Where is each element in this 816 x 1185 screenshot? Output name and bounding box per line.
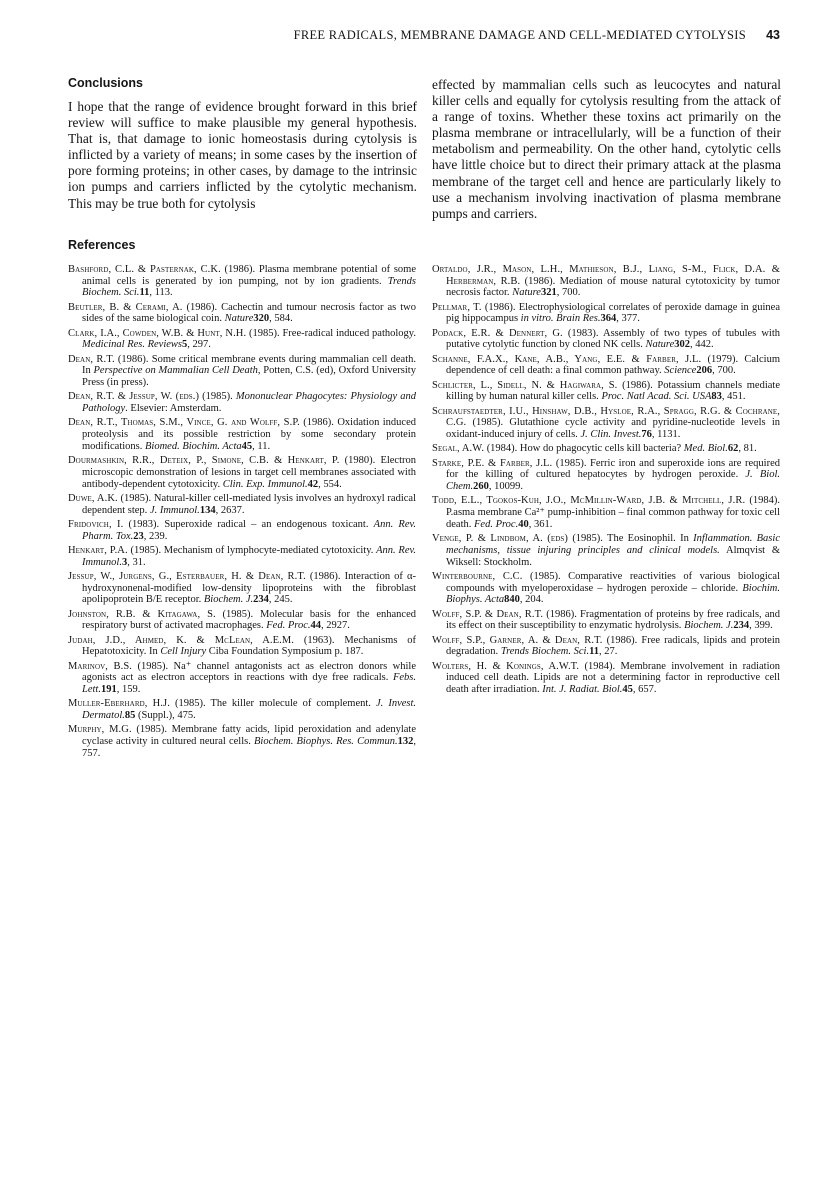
reference-item [68, 354, 416, 389]
references-heading: References [68, 238, 136, 252]
reference-volume: 3 [121, 556, 128, 568]
reference-pages: , 700. [712, 365, 736, 377]
reference-pages: , 757. [82, 735, 416, 759]
reference-journal: Med. Biol. [683, 443, 728, 455]
reference-journal: J. Biol. Chem. [446, 469, 780, 493]
reference-authors: Dourmashkin, R.R., Deteix, P., Simone, C.B. & Henkart, P. [68, 455, 340, 467]
reference-authors: Todd, E.L., Tgokos-Kuh, J.O., McMillin-Ward, J.B. & Mitchell, J.R. [432, 495, 746, 507]
reference-authors: Bashford, C.L. & Pasternak, C.K. [68, 264, 221, 275]
reference-text: (1979). Calcium dependence of cell death: a final common pathway. [446, 353, 780, 377]
reference-text: (1985). Mechanism of lymphocyte-mediated cytotoxicity. [127, 544, 377, 556]
reference-pages: , 657. [632, 683, 657, 695]
reference-volume: 206 [696, 365, 713, 377]
reference-authors: Segal, A.W. [432, 443, 485, 455]
reference-item [432, 609, 780, 632]
reference-journal: Perspective on Mammalian Cell Death [93, 365, 258, 377]
reference-journal: Biochem. Biophys. Res. Commun. [254, 735, 398, 747]
reference-journal: Biochem. J. [684, 620, 734, 632]
reference-authors: Jessup, W., Jurgens, G., Esterbauer, H. & Dean, R.T. [68, 570, 306, 582]
reference-item [68, 493, 416, 516]
reference-pages: , 10099. [488, 481, 523, 493]
reference-text: (1985). Ferric iron and superoxide ions are required for the killing of cultured hepatocytes by hydrogen peroxide. [446, 457, 780, 481]
reference-item [432, 495, 780, 530]
reference-text: (1984). How do phagocytic cells kill bacteria? [484, 443, 684, 455]
reference-text: (1985). Natural-killer cell-mediated lysis involves an hydroxyl radical dependent step. [82, 492, 416, 516]
reference-text: (1983). Assembly of two types of tubules with putative cytolytic function by cloned NK cells. [446, 327, 780, 351]
reference-text: (1963). Mechanisms of Hepatotoxicity. In [82, 634, 416, 658]
reference-authors: Duwe, A.K. [68, 492, 118, 504]
reference-item [68, 417, 416, 452]
reference-volume: 83 [711, 391, 722, 403]
reference-text: (1986). Some critical membrane events during mammalian cell death. In [82, 353, 416, 377]
reference-journal: J. Clin. Invest. [580, 429, 642, 441]
reference-pages: (Suppl.), 475. [135, 709, 196, 721]
reference-authors: Johnston, R.B. & Kitagawa, S. [68, 608, 216, 620]
reference-journal: Nature [645, 339, 675, 351]
reference-text: (1984). P.asma membrane Ca²⁺ pump-inhibition – final common pathway for toxic cell death. [446, 495, 781, 530]
running-header [293, 28, 780, 48]
reference-pages: , 554. [318, 478, 342, 490]
reference-volume: 234 [253, 594, 269, 606]
reference-journal: J. Invest. Dermatol. [82, 698, 417, 721]
reference-journal: Science [664, 365, 697, 377]
references-list-left [68, 264, 416, 762]
reference-text: (1986). Oxidation induced proteolysis and its possible restriction by some secondary protein modifications. [82, 417, 417, 452]
reference-journal: J. Immunol. [149, 504, 200, 516]
reference-pages: , 81. [738, 443, 757, 455]
reference-pages: , 204. [519, 594, 544, 606]
reference-text: (1985). Molecular basis for the enhanced respiratory burst of activated macrophages. [82, 608, 416, 632]
reference-item [432, 354, 780, 377]
reference-text: (1984). Membrane involvement in radiation induced cell death. Lipids are not a determining factor in reproductive cell death after irradiation. [446, 660, 781, 695]
reference-pages: , 2927. [321, 620, 350, 632]
reference-authors: Venge, P. & Lindbom, A. (eds) [432, 533, 569, 545]
reference-volume: 40 [518, 518, 529, 530]
reference-authors: Judah, J.D., Ahmed, K. & McLean, A.E.M. [68, 634, 295, 646]
reference-journal: Int. J. Radiat. Biol. [542, 683, 623, 695]
reference-text: (1986). Plasma membrane potential of some animal cells is generated by ion pumping, not by ion gradients. [82, 264, 416, 287]
reference-item [432, 661, 780, 696]
reference-authors: Pellmar, T. [432, 301, 482, 313]
reference-item [432, 443, 780, 455]
reference-item [68, 391, 416, 414]
reference-journal: Medicinal Res. Reviews [82, 339, 183, 351]
reference-item [68, 328, 416, 351]
reference-volume: 132 [397, 735, 414, 747]
reference-pages: Almqvist & Wiksell: Stockholm. [446, 544, 780, 568]
reference-authors: Schlicter, L., Sidell, N. & Hagiwara, S. [432, 379, 618, 391]
reference-journal: Clin. Exp. Immunol. [222, 478, 308, 490]
reference-pages: , 377. [616, 313, 640, 325]
reference-text: (1985). Comparative reactivities of various biological compounds with myeloperoxidase – hydrogen peroxide – chloride. [446, 570, 781, 594]
reference-volume: 42 [307, 478, 319, 490]
reference-volume: 5 [182, 339, 188, 351]
reference-journal: Fed. Proc. [266, 620, 311, 632]
reference-text: (1986). Fragmentation of proteins by free radicals, and its effect on their susceptibility to enzymatic hydrolysis. [446, 608, 780, 632]
reference-text: (1985). The Eosinophil. In [568, 533, 694, 545]
reference-item [432, 264, 780, 299]
reference-journal: Mononuclear Phagocytes: Physiology and Pathology [82, 391, 416, 415]
reference-volume: 191 [100, 683, 117, 695]
reference-authors: Wolters, H. & Konings, A.W.T. [432, 660, 580, 672]
reference-volume: 134 [199, 504, 216, 516]
reference-pages: , 700. [556, 287, 581, 299]
reference-text: (1986). Free radicals, lipids and protein degradation. [446, 634, 780, 658]
reference-authors: Clark, I.A., Cowden, W.B. & Hunt, N.H. [68, 327, 247, 339]
reference-pages: . Elsevier: Amsterdam. [125, 403, 222, 415]
reference-journal: Biochim. Biophys. Acta [446, 582, 780, 606]
reference-volume: 234 [733, 620, 750, 632]
reference-text: (1980). Electron microscopic demonstration of lesions in target cell membranes associated with antibody-dependent cytotoxicity. [82, 455, 417, 490]
reference-text: (1986). Interaction of α-hydroxynonenal-modified low-density lipoproteins with the fibroblast apolipoprotein B/E receptor. [82, 570, 416, 606]
reference-journal: Proc. Natl Acad. Sci. USA [601, 391, 712, 403]
reference-authors: Ortaldo, J.R., Mason, L.H., Mathieson, B.J., Liang, S-M., Flick, D.A. & Herberman, R.B. [432, 264, 780, 287]
page-number: 43 [766, 28, 780, 42]
reference-volume: 302 [674, 339, 690, 351]
reference-journal: Nature [224, 313, 254, 325]
references-list-right [432, 264, 780, 698]
reference-item [432, 635, 780, 658]
conclusions-heading: Conclusions [68, 76, 144, 90]
reference-pages: , 399. [749, 620, 773, 632]
reference-text: (1985). Glutathione cycle activity and pyridine-nucleotide levels in oxidant-induced injury of cells. [446, 417, 780, 441]
reference-volume: 62 [727, 443, 739, 455]
reference-item [68, 455, 416, 490]
reference-item [432, 406, 780, 441]
running-title: FREE RADICALS, MEMBRANE DAMAGE AND CELL-MEDIATED CYTOLYSIS [293, 28, 746, 42]
reference-journal: Ann. Rev. Immunol. [82, 544, 416, 568]
reference-authors: Schraufstaedter, I.U., Hinshaw, D.B., Hysloe, R.A., Spragg, R.G. & Cochrane, C.G. [432, 405, 780, 429]
reference-volume: 23 [133, 530, 144, 542]
reference-volume: 11 [139, 287, 150, 299]
reference-authors: Muller-Eberhard, H.J. [68, 698, 170, 710]
reference-journal: Biochem. J. [203, 594, 254, 606]
reference-pages: , 31. [127, 556, 146, 568]
reference-journal: Cell Injury [160, 646, 207, 658]
reference-authors: Marinov, B.S. [68, 660, 133, 672]
reference-text: (1985). Na⁺ channel antagonists act as electron donors while agonists act as electron acceptors in reactions with dye free radicals. [82, 660, 416, 684]
reference-authors: Fridovich, I. [68, 518, 124, 530]
reference-item [68, 724, 416, 759]
conclusions-paragraph-left: I hope that the range of evidence brought forward in this brief review will suffice to make plausible my general hypothesis. That is, that damage to ionic homeostasis during cytolysis is inflicted by a variety of means; in some cases by the insertion of pore forming proteins; in other cases, by damage to the intrinsic ion pumps and carriers inflicted by the cytolytic mechanism. This may be true both for cytolysis [68, 99, 417, 211]
reference-text: (1986). Potassium channels mediate killing by human natural killer cells. [446, 379, 780, 403]
reference-authors: Schanne, F.A.X., Kane, A.B., Yang, E.E. & Farber, J.L. [432, 353, 702, 365]
reference-text: (1986). Cachectin and tumour necrosis factor as two sides of the same biological coin. [82, 301, 416, 325]
conclusions-paragraph-right: effected by mammalian cells such as leucocytes and natural killer cells and equally for cytolysis resulting from the attack of a range of toxins. Whether these toxins act primarily on the plasma membrane or intracellularly, will be a function of their metabolism and permeability. On the other hand, cytolytic cells have little choice but to direct their primary attack at the plasma membrane of the target cell and hence are particularly likely to use a mechanism involving inactivation of plasma membrane pumps and carriers. [432, 77, 781, 221]
reference-journal: Trends Biochem. Sci. [500, 646, 590, 658]
reference-pages: , 451. [721, 391, 746, 403]
reference-text: (1985). Free-radical induced pathology. [246, 327, 416, 339]
reference-authors: Winterbourne, C.C. [432, 570, 523, 582]
reference-journal: Inflammation. Basic mechanisms, tissue injuring principles and clinical models. [446, 533, 780, 556]
reference-item [68, 609, 416, 632]
reference-item [68, 698, 416, 721]
reference-authors: Dean, R.T. & Jessup, W. (eds.) [68, 391, 200, 403]
reference-text: (1985). The killer molecule of complement. [169, 698, 376, 710]
reference-volume: 840 [504, 594, 520, 606]
reference-volume: 76 [641, 429, 652, 441]
reference-text: (1983). Superoxide radical – an endogenous toxicant. [123, 518, 374, 530]
reference-item [68, 635, 416, 658]
reference-pages: , Potten, C.S. (ed), Oxford University Press (in press). [82, 365, 416, 389]
reference-item [432, 533, 780, 568]
reference-pages: , 11. [252, 440, 271, 452]
reference-item [432, 328, 780, 351]
reference-pages: , 239. [143, 530, 168, 542]
reference-volume: 260 [473, 481, 489, 493]
reference-authors: Beutler, B. & Cerami, A. [68, 301, 183, 313]
reference-journal: Trends Biochem. Sci. [82, 275, 416, 299]
reference-authors: Wolff, S.P., Garner, A. & Dean, R.T. [432, 634, 603, 646]
reference-pages: , 159. [116, 683, 141, 695]
reference-authors: Dean, R.T., Thomas, S.M., Vince, G. and Wolff, S.P. [68, 417, 300, 429]
reference-item [432, 302, 780, 325]
reference-item [432, 458, 780, 493]
reference-volume: 321 [540, 287, 557, 299]
reference-item [68, 661, 416, 696]
reference-volume: 364 [600, 313, 617, 325]
reference-item [68, 545, 416, 568]
reference-pages: , 245. [268, 594, 293, 606]
reference-volume: 85 [124, 709, 136, 721]
reference-pages: Ciba Foundation Symposium p. 187. [206, 646, 364, 658]
reference-authors: Wolff, S.P. & Dean, R.T. [432, 608, 544, 620]
reference-item [432, 571, 780, 606]
reference-pages: , 584. [269, 313, 293, 325]
reference-pages: , 361. [528, 518, 553, 530]
reference-pages: , 297. [187, 339, 211, 351]
reference-journal: Febs. Lett. [82, 672, 416, 695]
reference-pages: , 442. [689, 339, 714, 351]
reference-volume: 45 [241, 440, 253, 452]
reference-pages: , 27. [599, 646, 618, 658]
reference-pages: , 1131. [651, 429, 681, 441]
reference-text: (1985). [199, 391, 236, 403]
reference-authors: Starke, P.E. & Farber, J.L. [432, 457, 553, 469]
reference-volume: 320 [253, 313, 270, 325]
reference-volume: 45 [622, 683, 633, 695]
reference-authors: Murphy, M.G. [68, 724, 132, 736]
reference-text: (1986). Mediation of mouse natural cytotoxicity by tumor necrosis factor. [446, 275, 781, 299]
reference-journal: Biomed. Biochim. Acta [145, 440, 242, 452]
reference-item [432, 380, 780, 403]
reference-authors: Podack, E.R. & Dennert, G. [432, 327, 563, 339]
reference-pages: , 113. [149, 287, 173, 299]
reference-volume: 44 [310, 620, 321, 632]
reference-authors: Henkart, P.A. [68, 544, 128, 556]
reference-authors: Dean, R.T. [68, 353, 115, 365]
reference-volume: 11 [589, 646, 599, 658]
reference-item [68, 571, 416, 606]
reference-pages: , 2637. [215, 504, 245, 516]
reference-item [68, 264, 416, 299]
reference-journal: in vitro. Brain Res. [520, 313, 601, 325]
reference-item [68, 519, 416, 542]
reference-journal: Ann. Rev. Pharm. Tox. [82, 518, 416, 542]
reference-journal: Fed. Proc. [474, 518, 519, 530]
reference-item [68, 302, 416, 325]
reference-journal: Nature [512, 287, 541, 299]
reference-text: (1986). Electrophysiological correlates of peroxide damage in guinea pig hippocampus [446, 301, 780, 325]
reference-text: (1985). Membrane fatty acids, lipid peroxidation and adenylate cyclase activity in cultured neural cells. [82, 724, 417, 747]
